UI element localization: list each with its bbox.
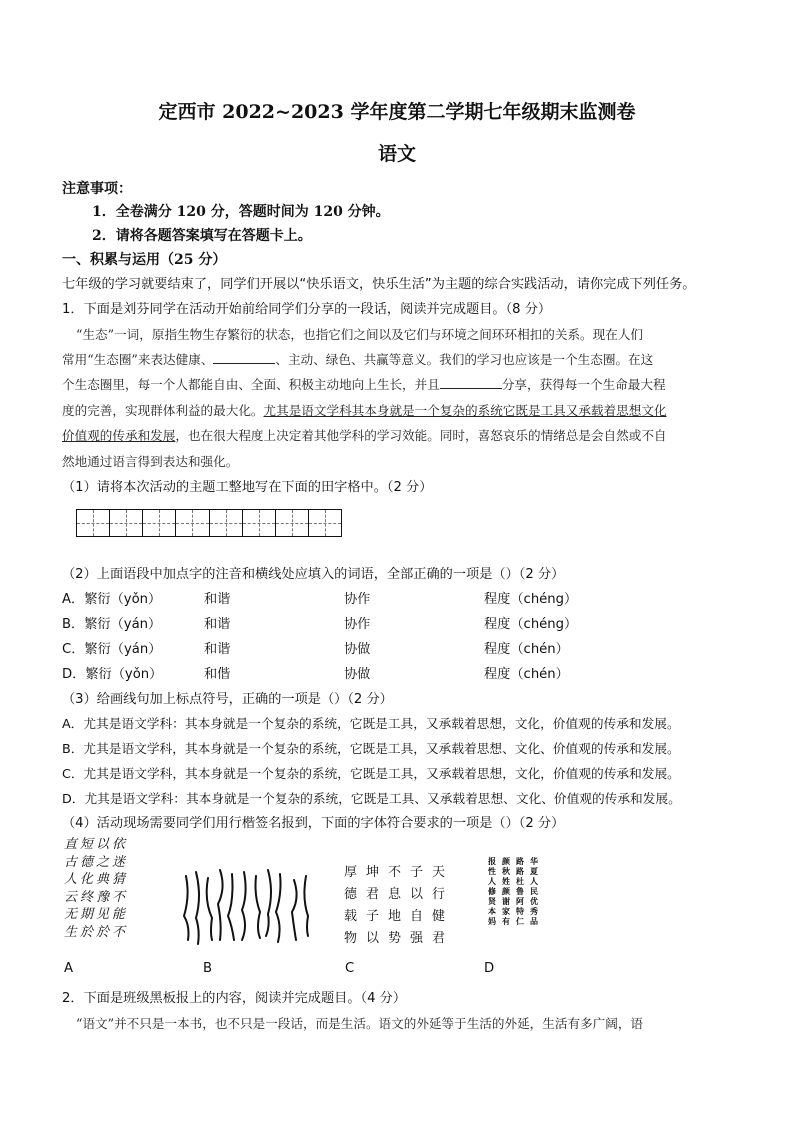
sub-question-2: （2）上面语段中加点字的注音和横线处应填入的词语，全部正确的一项是（）（2 分） — [62, 567, 565, 582]
calligraphy-sample-d — [484, 856, 544, 950]
passage-line — [62, 425, 667, 444]
calligraphy-sample-c — [340, 862, 450, 952]
passage-line: 然地通过语言得到表达和强化。 — [62, 454, 239, 469]
punct-option: B．尤其是语文学科，其本身就是一个复杂的系统，它既是工具，又承载着思想、文化、价值观的传承和发展。 — [62, 741, 680, 756]
choice-label-a: A — [64, 961, 74, 976]
option-word: 程度（chén） — [484, 667, 569, 682]
passage-line: “语文”并不只是一本书，也不只是一段话，而是生活。语文的外延等于生活的外延，生活有多广阔，语 — [76, 1016, 644, 1031]
sample-column: 坤君子以 — [366, 865, 380, 946]
option-word: 和谐 — [204, 592, 231, 607]
option-word: 协做 — [344, 667, 371, 682]
sample-column: 天行健君 — [432, 865, 446, 946]
option-word: 和谐 — [204, 617, 231, 632]
passage-text: 度的完善，实现群体利益的最大化。 — [62, 403, 264, 418]
sample-column: 华夏人民优秀品 — [530, 856, 538, 926]
sample-text: 古德之迷 — [64, 854, 129, 870]
notice-heading: 注意事项： — [62, 181, 132, 197]
passage-line — [62, 349, 653, 368]
sample-text: 无期见能 — [64, 907, 129, 922]
option-label: C．繁衍（yán） — [62, 642, 162, 657]
choice-label-d: D — [484, 961, 495, 976]
option-word: 程度（chéng） — [484, 617, 578, 632]
notice-item-2: 2．请将各题答案填写在答题卡上。 — [92, 228, 312, 244]
grid-cell[interactable] — [176, 510, 209, 536]
option-word: 程度（chéng） — [484, 592, 578, 607]
option-word: 和偕 — [204, 667, 231, 682]
option-label: A．繁衍（yǒn） — [62, 592, 162, 607]
option-word: 和谐 — [204, 642, 231, 657]
grid-cell[interactable] — [309, 510, 341, 536]
section-intro: 七年级的学习就要结束了，同学们开展以“快乐语文，快乐生活”为主题的综合实践活动，请你完成下列任务。 — [62, 277, 696, 292]
blank-line — [440, 376, 502, 389]
sample-text: 生於於不 — [64, 924, 129, 940]
underlined-sentence: 尤其是语文学科其本身就是一个复杂的系统它既是工具又承载着思想文化 — [263, 403, 667, 418]
question-2: 2．下面是班级黑板报上的内容，阅读并完成题目。（4 分） — [62, 991, 407, 1006]
sub-question-4: （4）活动现场需要同学们用行楷签名报到，下面的字体符合要求的一项是（）（2 分） — [62, 816, 565, 831]
passage-text: 常用“生态圈”来表达健康、 — [62, 352, 214, 367]
grid-cell[interactable] — [276, 510, 309, 536]
punct-option: D．尤其是语文学科：其本身就是一个复杂的系统，它既是工具、又承载着思想、文化、价值观的传承和发展。 — [62, 791, 681, 806]
page-title: 定西市 2022~2023 学年度第二学期七年级期末监测卷 — [158, 101, 636, 123]
grid-cell[interactable] — [143, 510, 176, 536]
option-word: 协做 — [344, 642, 371, 657]
sample-column: 不息地势 — [388, 865, 402, 946]
section-heading: 一、积累与运用（25 分） — [62, 252, 227, 268]
option-word: 协作 — [344, 592, 371, 607]
grid-cell[interactable] — [77, 510, 110, 536]
choice-label-b: B — [203, 961, 213, 976]
sample-text: 直短以依 — [64, 837, 129, 852]
option-label: B．繁衍（yán） — [62, 617, 162, 632]
question-1: 1．下面是刘芬同学在活动开始前给同学们分享的一段话，阅读并完成题目。（8 分） — [62, 302, 552, 317]
passage-text: 、主动、绿色、共赢等意义。我们的学习也应该是一个生态圈。在这 — [275, 352, 654, 367]
choice-label-c: C — [345, 961, 355, 976]
blank-line — [213, 351, 275, 364]
grid-cell[interactable] — [243, 510, 276, 536]
passage-line: “生态”一词，原指生物生存繁衍的状态，也指它们之间以及它们与环境之间环环相扣的关系。现在人们 — [76, 327, 644, 342]
passage-line — [62, 400, 667, 419]
sub-question-1: （1）请将本次活动的主题工整地写在下面的田字格中。（2 分） — [62, 480, 433, 495]
underlined-sentence: 价值观的传承和发展 — [62, 428, 176, 443]
notice-item-1: 1．全卷满分 120 分，答题时间为 120 分钟。 — [92, 204, 390, 220]
sub-question-3: （3）给画线句加上标点符号，正确的一项是（）（2 分） — [62, 692, 393, 707]
punct-option: C．尤其是语文学科，其本身就是一个复杂的系统，它既是工具，又承载着思想，文化，价值观的传承和发展。 — [62, 766, 680, 781]
passage-text: ，也在很大程度上决定着其他学科的学习效能。同时，喜怒哀乐的情绪总是会自然或不自 — [175, 428, 667, 443]
sample-column: 子以自强 — [410, 865, 424, 946]
option-label: D．繁衍（yǒn） — [62, 667, 163, 682]
sample-column: 颜秋姓颜谢家有 — [502, 856, 510, 926]
tianzige-grid[interactable] — [76, 509, 342, 537]
passage-line — [62, 374, 666, 393]
option-word: 程度（chén） — [484, 642, 569, 657]
passage-text: 个生态圈里，每一个人都能自由、全面、积极主动地向上生长，并且 — [62, 377, 440, 392]
punct-option: A．尤其是语文学科：其本身就是一个复杂的系统，它既是工具，又承载着思想，文化，价值观的传承和发展。 — [62, 716, 680, 731]
grid-cell[interactable] — [210, 510, 243, 536]
cursive-script-image — [180, 862, 320, 952]
sample-text: 人化典猜 — [64, 872, 129, 887]
passage-text: 分享，获得每一个生命最大程 — [501, 377, 666, 392]
subject-title: 语文 — [377, 143, 416, 165]
option-word: 协作 — [344, 617, 371, 632]
sample-column: 报性人修贤本妈 — [488, 856, 496, 926]
sample-column: 路路杜鲁阿特仁 — [516, 856, 524, 926]
calligraphy-sample-b — [180, 862, 320, 952]
sample-column: 厚德载物 — [344, 865, 358, 946]
calligraphy-sample-a — [64, 836, 164, 946]
grid-cell[interactable] — [110, 510, 143, 536]
sample-text: 云终豫不 — [64, 889, 129, 905]
